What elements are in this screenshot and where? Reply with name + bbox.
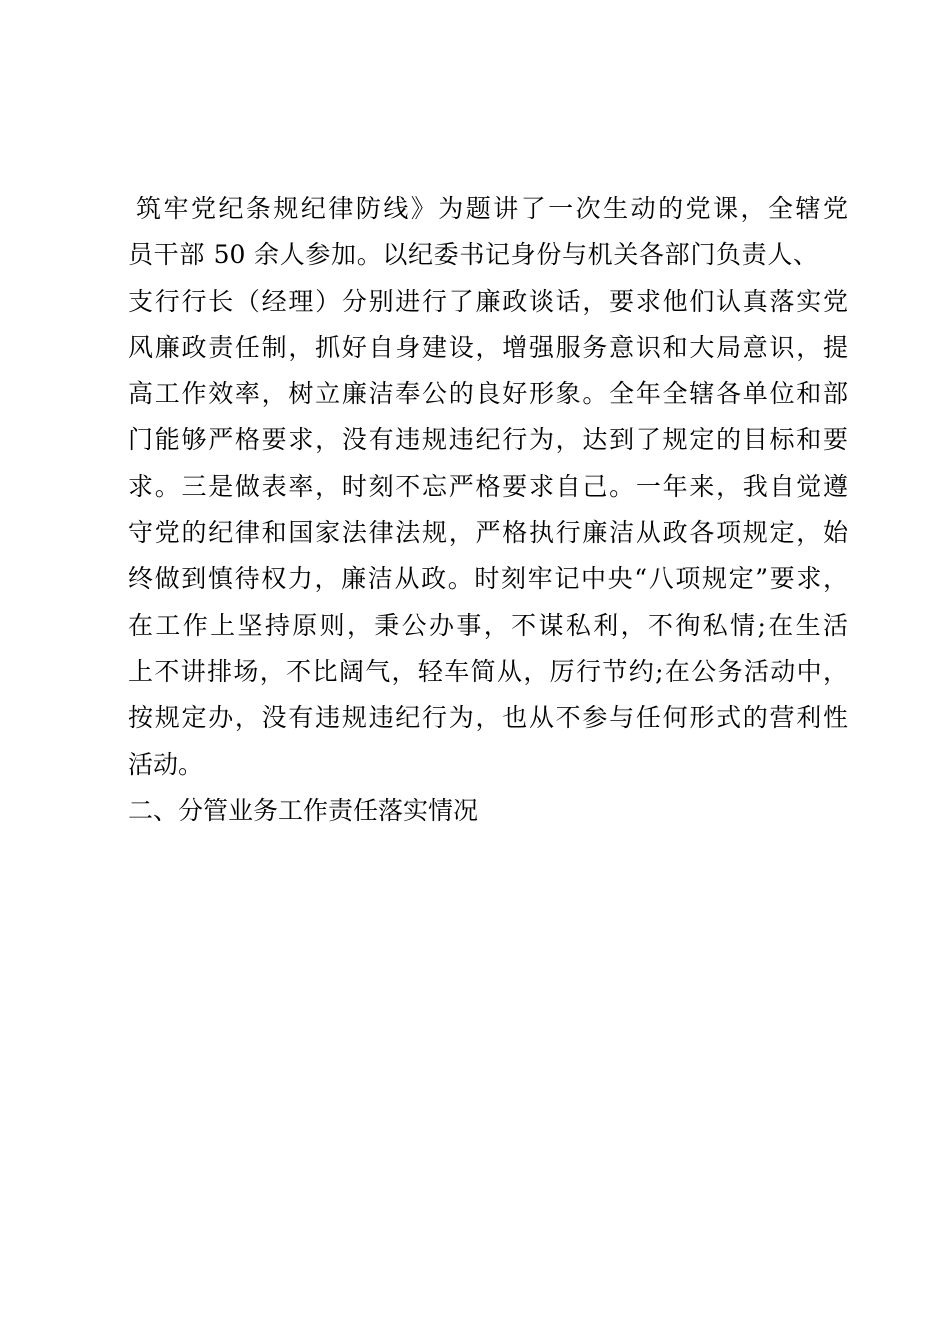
paragraph-line: [128, 371, 848, 417]
paragraph-line: [128, 417, 848, 463]
paragraph-line-text: 守党的纪律和国家法律法规，严格执行廉洁从政各项规定，始: [128, 518, 848, 548]
paragraph-line-text: 筑牢党纪条规纪律防线》为题讲了一次生动的党课，全辖党: [136, 194, 848, 223]
paragraph-line: [128, 742, 848, 788]
paragraph-line-text: 在工作上坚持原则，秉公办事，不谋私利，不徇私情;在生活: [128, 610, 848, 640]
paragraph-line: [128, 186, 848, 232]
paragraph-line-text: 风廉政责任制，抓好自身建设，增强服务意识和大局意识，提: [128, 332, 848, 362]
paragraph-line: [128, 556, 848, 602]
paragraph-line: [128, 232, 818, 278]
paragraph-line-text: 按规定办，没有违规违纪行为，也从不参与任何形式的营利性: [128, 703, 848, 733]
paragraph-line-text: 高工作效率，树立廉洁奉公的良好形象。全年全辖各单位和部: [128, 379, 848, 409]
paragraph-line-text: 员干部 50 余人参加。以纪委书记身份与机关各部门负责人、: [128, 240, 818, 270]
section-heading-text: 二、分管业务工作责任落实情况: [128, 795, 479, 825]
paragraph-line: [128, 325, 848, 371]
paragraph-line: [128, 603, 848, 649]
paragraph-line: [128, 464, 848, 510]
paragraph-line: [128, 279, 848, 325]
paragraph-line-text: 终做到慎待权力，廉洁从政。时刻牢记中央“八项规定”要求，: [128, 564, 848, 594]
paragraph-line-text: 门能够严格要求，没有违规违纪行为，达到了规定的目标和要: [128, 425, 848, 455]
paragraph-line: [128, 695, 848, 741]
paragraph-line: [128, 649, 848, 695]
paragraph-line-text: 上不讲排场，不比阔气，轻车简从，厉行节约;在公务活动中，: [128, 656, 848, 686]
document-body: [128, 186, 848, 834]
paragraph-line-text: 活动。: [128, 749, 204, 779]
paragraph-line-text: 支行行长（经理）分别进行了廉政谈话，要求他们认真落实党: [128, 286, 848, 316]
paragraph-line-text: 求。三是做表率，时刻不忘严格要求自己。一年来，我自觉遵: [128, 471, 848, 501]
section-heading: [128, 788, 848, 834]
paragraph-line: [128, 510, 848, 556]
